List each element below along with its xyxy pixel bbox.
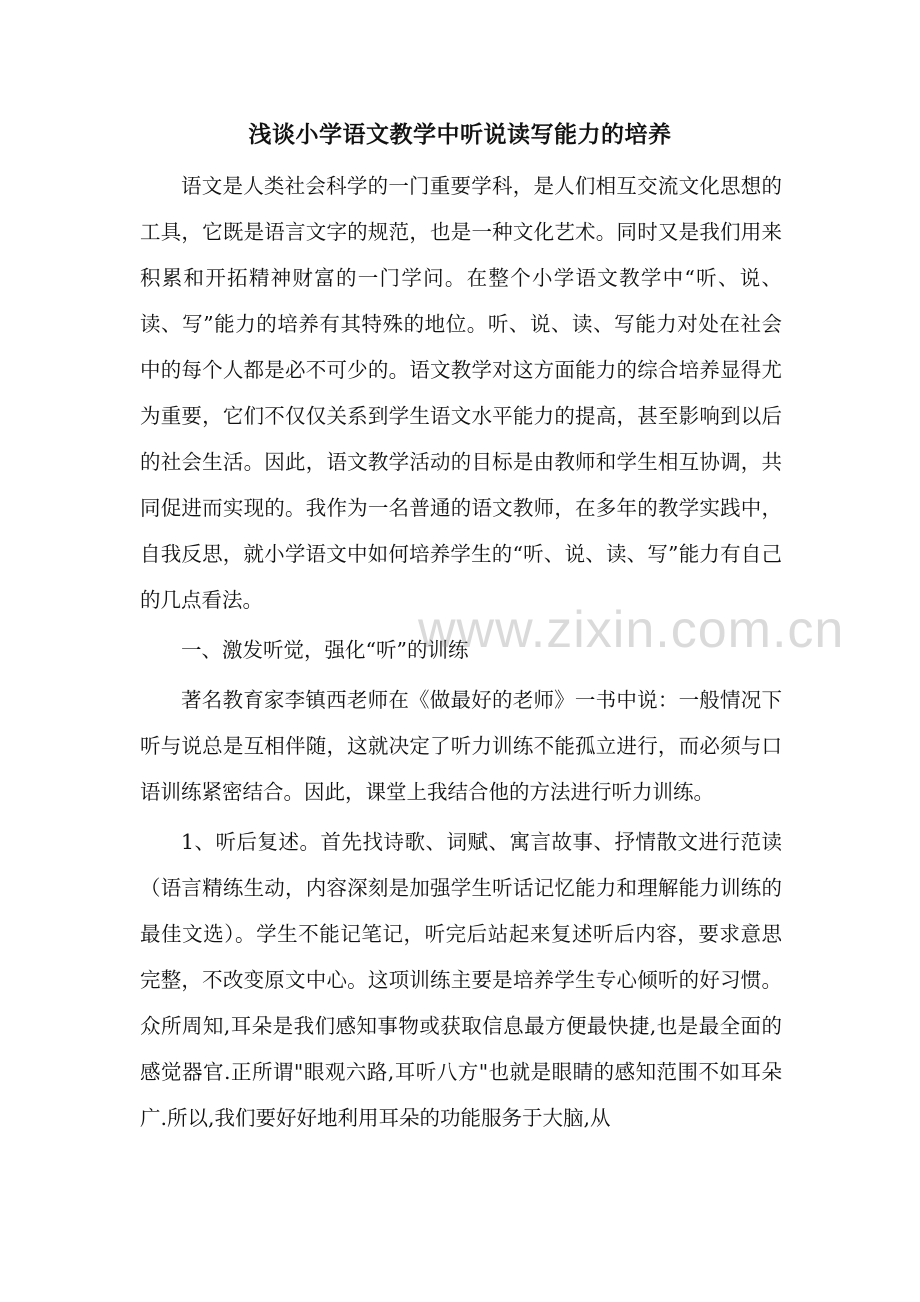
paragraph-listening-method: 著名教育家李镇西老师在《做最好的老师》一书中说：一般情况下听与说总是互相伴随，这就决定了听力训练不能孤立进行，而必须与口语训练紧密结合。因此，课堂上我结合他的方法进行听力训练。 (140, 688, 782, 804)
document-title: 浅谈小学语文教学中听说读写能力的培养 (248, 121, 672, 148)
paragraph-intro: 语文是人类社会科学的一门重要学科，是人们相互交流文化思想的工具，它既是语言文字的规范，也是一种文化艺术。同时又是我们用来积累和开拓精神财富的一门学问。在整个小学语文教学中“听、说、读、写”能力的培养有其特殊的地位。听、说、读、写能力对处在社会中的每个人都是必不可少的。语文教学对这方面能力的综合培养显得尤为重要，它们不仅仅关系到学生语文水平能力的提高，甚至影响到以后的社会生活。因此，语文教学活动的目标是由教师和学生相互协调，共同促进而实现的。我作为一名普通的语文教师，在多年的教学实践中，自我反思，就小学语文中如何培养学生的“听、说、读、写”能力有自己的几点看法。 (140, 174, 782, 612)
paragraph-retelling: 1、听后复述。首先找诗歌、词赋、寓言故事、抒情散文进行范读（语言精练生动，内容深刻是加强学生听话记忆能力和理解能力训练的最佳文选）。学生不能记笔记，听完后站起来复述听后内容，要求意思完整，不改变原文中心。这项训练主要是培养学生专心倾听的好习惯。众所周知,耳朵是我们感知事物或获取信息最方便最快捷,也是最全面的感觉器官.正所谓"眼观六路,耳听八方"也就是眼睛的感知范围不如耳朵广.所以,我们要好好地利用耳朵的功能服务于大脑,从 (140, 830, 782, 1130)
document-body (140, 163, 782, 1141)
section-heading-listening: 一、激发听觉，强化“听”的训练 (181, 638, 469, 662)
watermark: www.zixin.com.cn (418, 601, 845, 659)
